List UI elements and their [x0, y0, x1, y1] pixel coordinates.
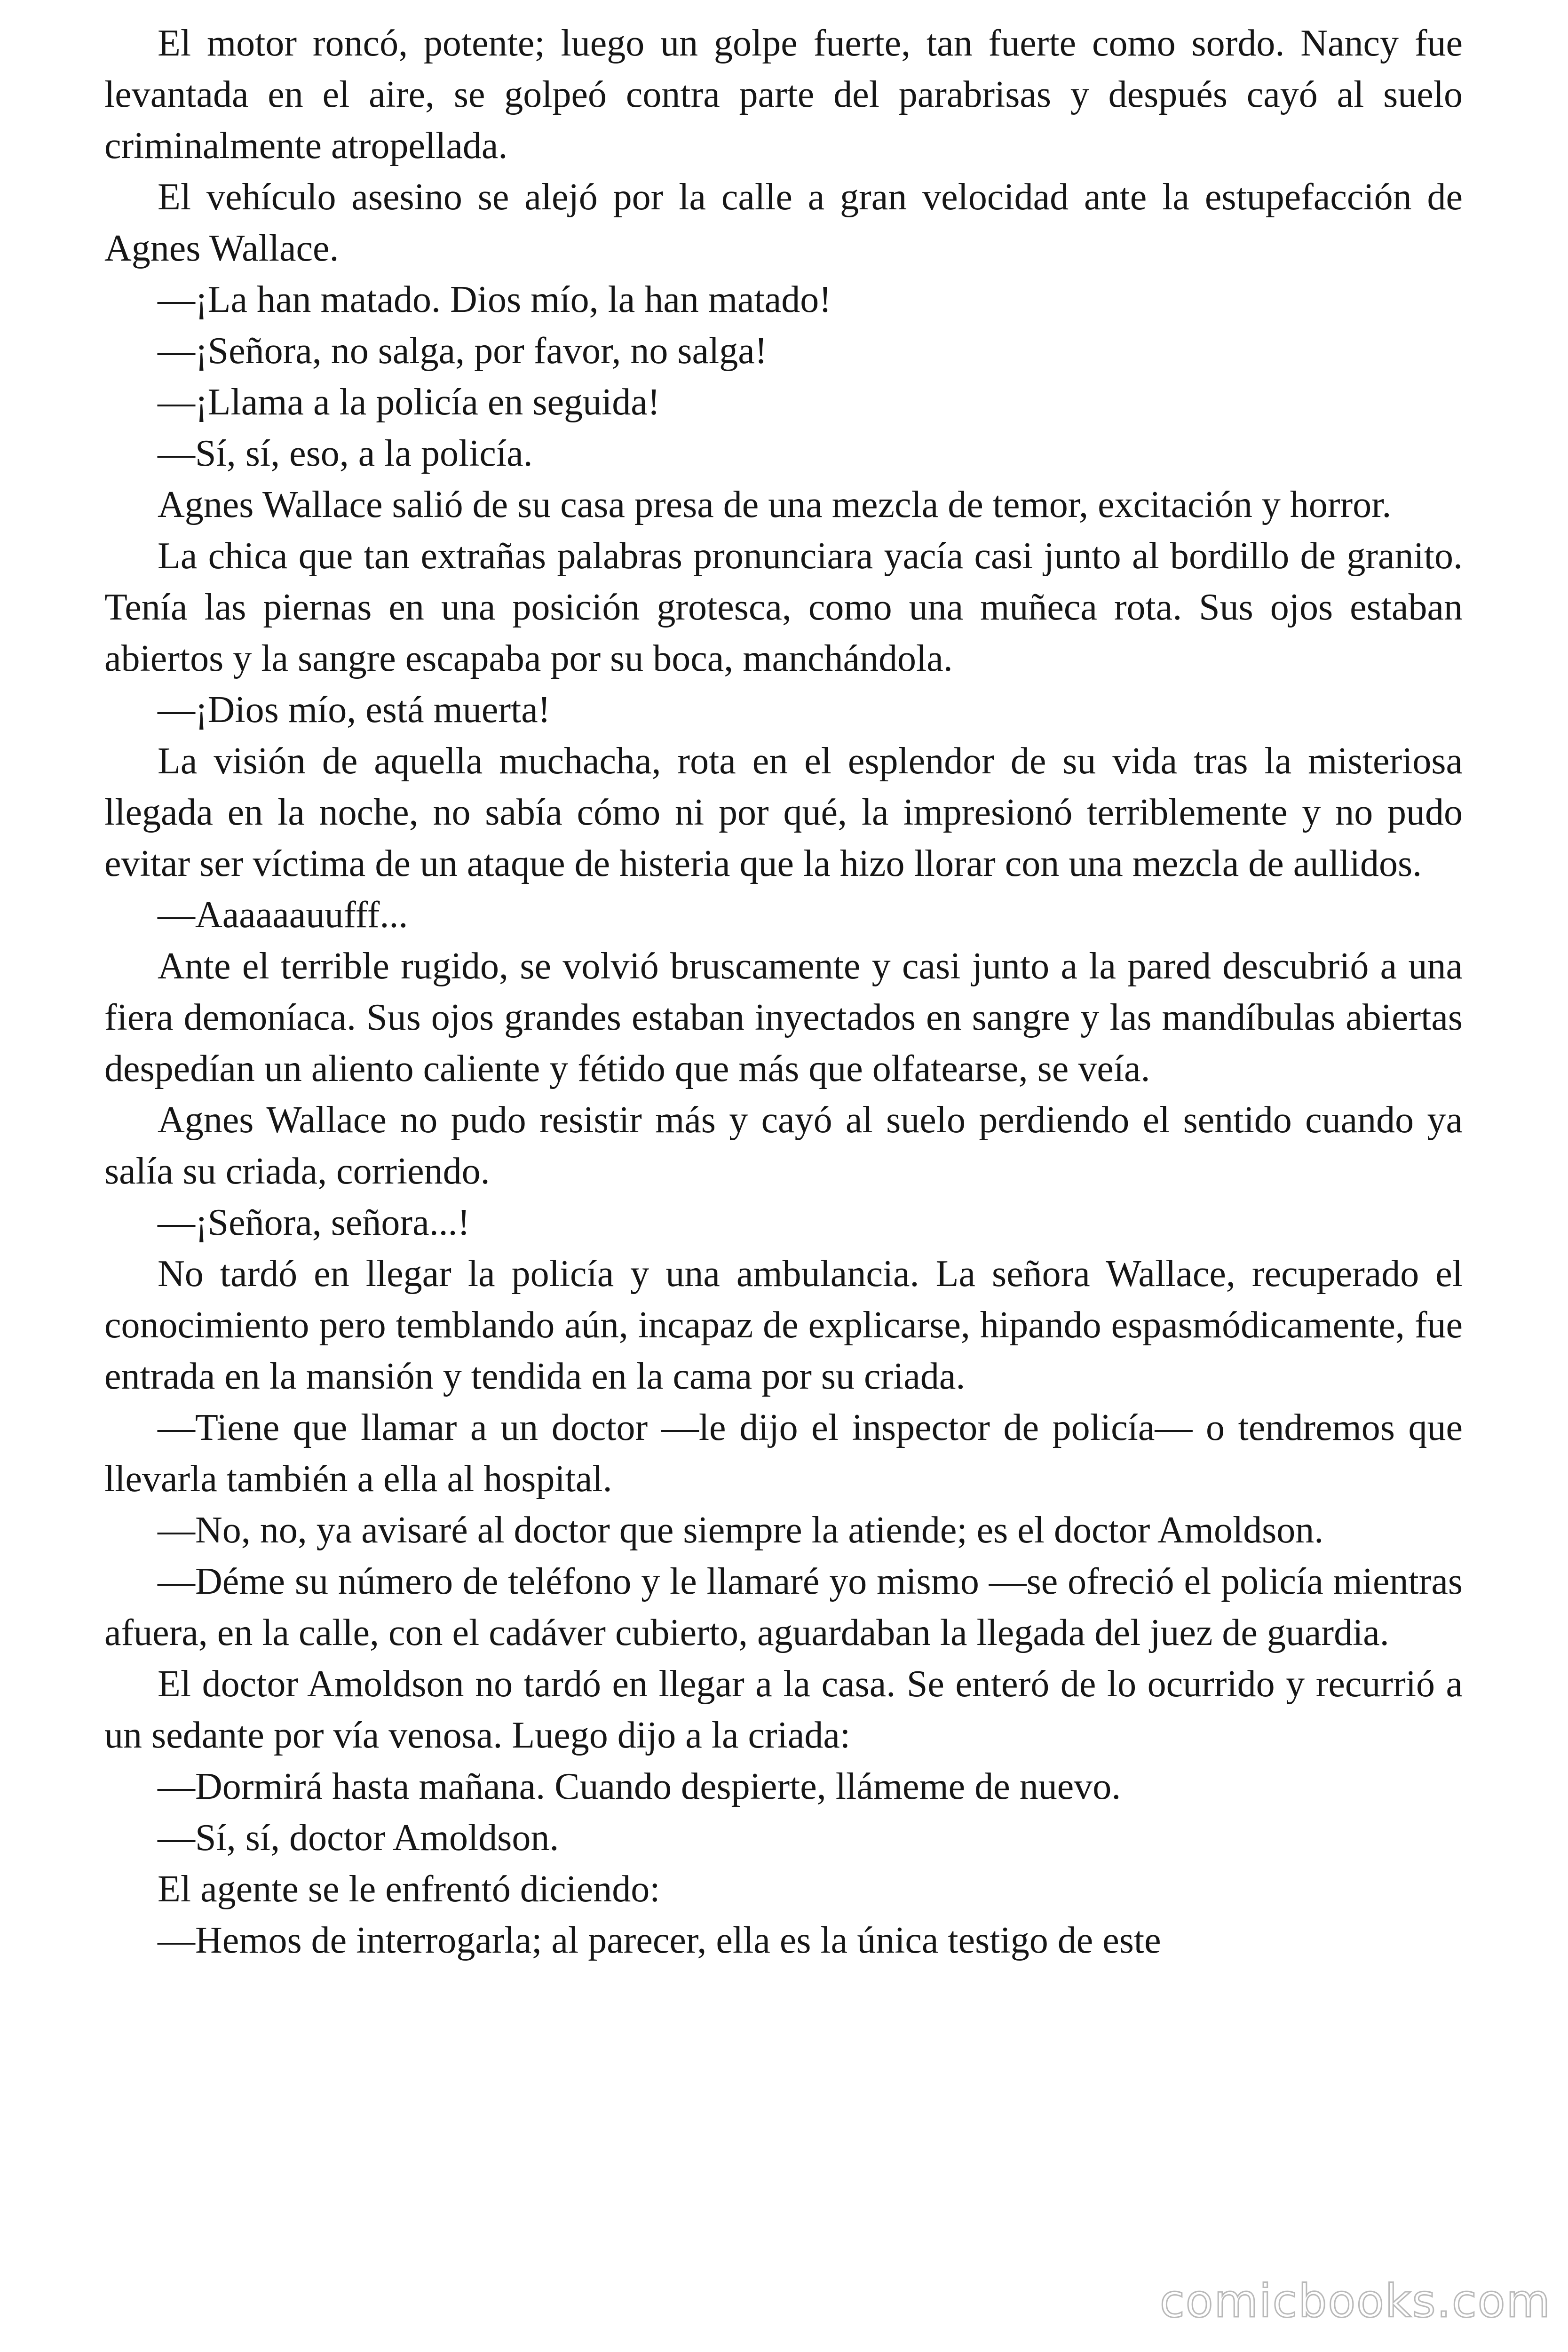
book-page [104, 18, 1463, 1966]
paragraph-1: El motor roncó, potente; luego un golpe fuerte, tan fuerte como sordo. Nancy fue levantada en el aire, se golpeó contra parte del parabrisas y después cayó al suelo criminalmente atropellada. [104, 23, 1463, 167]
paragraph-17: —No, no, ya avisaré al doctor que siempre la atiende; es el doctor Amoldson. [158, 1510, 1324, 1551]
paragraph-18: —Déme su número de teléfono y le llamaré yo mismo —se ofreció el policía mientras afuera, en la calle, con el cadáver cubierto, aguardaban la llegada del juez de guardia. [104, 1561, 1463, 1653]
paragraph-3: —¡La han matado. Dios mío, la han matado! [158, 279, 832, 320]
paragraph-5: —¡Llama a la policía en seguida! [158, 381, 660, 423]
paragraph-20: —Dormirá hasta mañana. Cuando despierte, llámeme de nuevo. [158, 1766, 1121, 1807]
paragraph-22: El agente se le enfrentó diciendo: [158, 1868, 660, 1910]
paragraph-13: Agnes Wallace no pudo resistir más y cayó al suelo perdiendo el sentido cuando ya salía su criada, corriendo. [104, 1099, 1463, 1192]
paragraph-12: Ante el terrible rugido, se volvió bruscamente y casi junto a la pared descubrió a una fiera demoníaca. Sus ojos grandes estaban inyectados en sangre y las mandíbulas abiertas despedían un aliento caliente y fétido que más que olfatearse, se veía. [104, 946, 1463, 1089]
paragraph-2: El vehículo asesino se alejó por la calle a gran velocidad ante la estupefacción de Agnes Wallace. [104, 176, 1463, 269]
paragraph-10: La visión de aquella muchacha, rota en el esplendor de su vida tras la misteriosa llegada en la noche, no sabía cómo ni por qué, la impresionó terriblemente y no pudo evitar ser víctima de un ataque de histeria que la hizo llorar con una mezcla de aullidos. [104, 740, 1463, 884]
watermark-logo: comicbooks.com [1159, 2275, 1551, 2328]
paragraph-21: —Sí, sí, doctor Amoldson. [158, 1817, 559, 1859]
paragraph-11: —Aaaaaauufff... [158, 894, 408, 936]
paragraph-15: No tardó en llegar la policía y una ambulancia. La señora Wallace, recuperado el conocimiento pero temblando aún, incapaz de explicarse, hipando espasmódicamente, fue entrada en la mansión y tendida en la cama por su criada. [104, 1253, 1463, 1397]
paragraph-8: La chica que tan extrañas palabras pronunciara yacía casi junto al bordillo de granito. Tenía las piernas en una posición grotesca, como una muñeca rota. Sus ojos estaban abiertos y la sangre escapaba por su boca, manchándola. [104, 535, 1463, 679]
paragraph-4: —¡Señora, no salga, por favor, no salga! [158, 330, 768, 372]
paragraph-6: —Sí, sí, eso, a la policía. [158, 433, 533, 474]
paragraph-19: El doctor Amoldson no tardó en llegar a la casa. Se enteró de lo ocurrido y recurrió a un sedante por vía venosa. Luego dijo a la criada: [104, 1663, 1463, 1756]
paragraph-16: —Tiene que llamar a un doctor —le dijo el inspector de policía— o tendremos que llevarla también a ella al hospital. [104, 1407, 1463, 1500]
paragraph-14: —¡Señora, señora...! [158, 1202, 470, 1243]
paragraph-9: —¡Dios mío, está muerta! [158, 689, 551, 731]
paragraph-23: —Hemos de interrogarla; al parecer, ella es la única testigo de este [158, 1920, 1161, 1961]
paragraph-7: Agnes Wallace salió de su casa presa de una mezcla de temor, excitación y horror. [158, 484, 1392, 525]
